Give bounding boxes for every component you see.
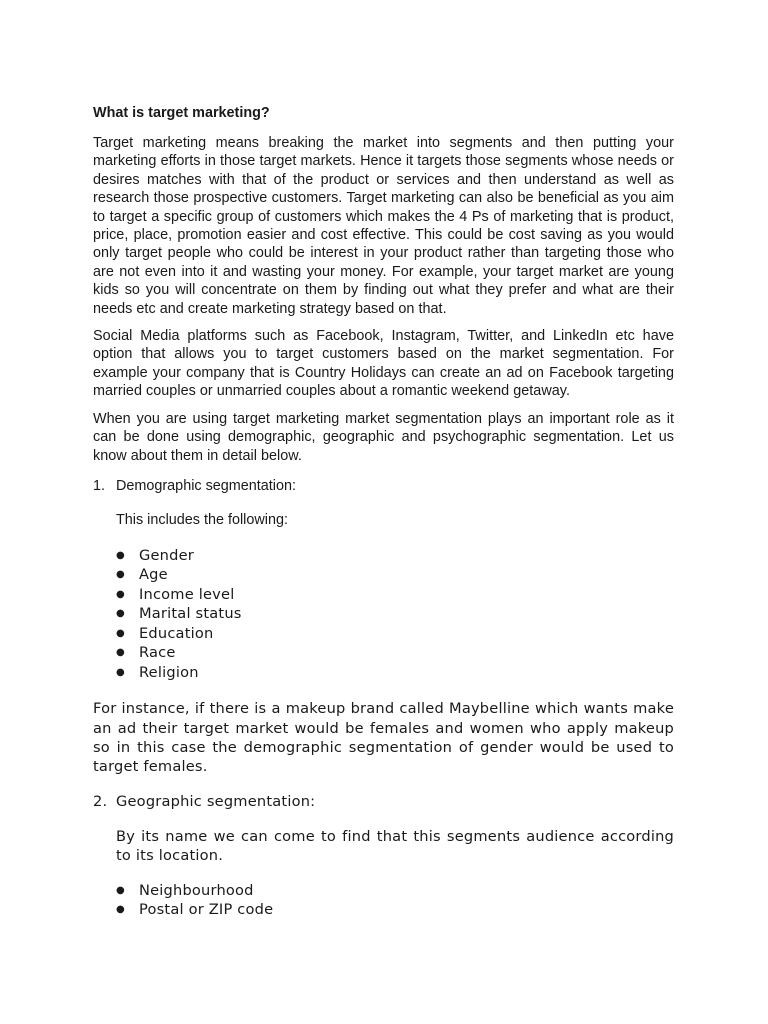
bullet-icon: ● [116,884,125,896]
paragraph-maybelline-example: For instance, if there is a makeup brand called Maybelline which wants make an ad their target market would be females and women who apply makeup so in this case the demographic segmentation of gender would be used to target females. [93,700,674,776]
list-item-label: Race [139,644,176,662]
numbered-item-geographic [93,793,674,811]
list-item-label: Education [139,624,214,642]
bullet-icon: ● [116,569,125,581]
list-item [116,643,674,663]
list-item [116,585,674,605]
numbered-item-demographic [93,477,674,495]
demographic-bullet-list [93,546,674,683]
bullet-icon: ● [116,608,125,620]
list-item-label: Gender [139,546,194,564]
list-item [116,881,674,901]
paragraph-segmentation: When you are using target marketing market segmentation plays an important role as it can be done using demographic, geographic and psychographic segmentation. Let us know about them in detail below. [93,410,674,464]
list-item-label: Postal or ZIP code [139,901,274,919]
list-item-label: Neighbourhood [139,881,254,899]
list-item [116,604,674,624]
bullet-icon: ● [116,549,125,561]
list-item-label: Religion [139,663,199,681]
list-item-label: Income level [139,585,235,603]
list-item [116,546,674,566]
bullet-icon: ● [116,647,125,659]
list-item-label: Marital status [139,605,242,623]
numbered-item-title: Geographic segmentation: [116,792,316,810]
geographic-intro: By its name we can come to find that this segments audience according to its location. [116,827,674,865]
list-number: 2. [93,792,108,810]
demographic-intro: This includes the following: [116,511,288,528]
numbered-item-title: Demographic segmentation: [116,477,296,494]
paragraph-definition: Target marketing means breaking the market into segments and then putting your marketing efforts in those target markets. Hence it targets those segments whose needs or desires matches with that of the product or services and then understand as well as research those prospective customers. Target marketing can also be beneficial as you aim to target a specific group of customers which makes the 4 Ps of marketing that is product, price, place, promotion easier and cost effective. This could be cost saving as you would only target people who could be interest in your product rather than targeting those who are not even into it and wasting your money. For example, your target market are young kids so you will concentrate on them by finding out what they prefer and what are their needs etc and create marketing strategy based on that. [93,135,674,317]
list-item [116,900,674,920]
list-item [116,624,674,644]
bullet-icon: ● [116,666,125,678]
bullet-icon: ● [116,627,125,639]
paragraph-social-media: Social Media platforms such as Facebook, Instagram, Twitter, and LinkedIn etc have option that allows you to target customers based on the market segmentation. For example your company that is Country Holidays can create an ad on Facebook targeting married couples or unmarried couples about a romantic weekend getaway. [93,328,674,400]
list-item [116,565,674,585]
list-item [116,663,674,683]
geographic-bullet-list [93,881,674,920]
bullet-icon: ● [116,904,125,916]
list-number: 1. [93,477,106,494]
list-item-label: Age [139,566,168,584]
document-page [93,104,674,920]
bullet-icon: ● [116,588,125,600]
section-heading: What is target marketing? [93,105,270,121]
